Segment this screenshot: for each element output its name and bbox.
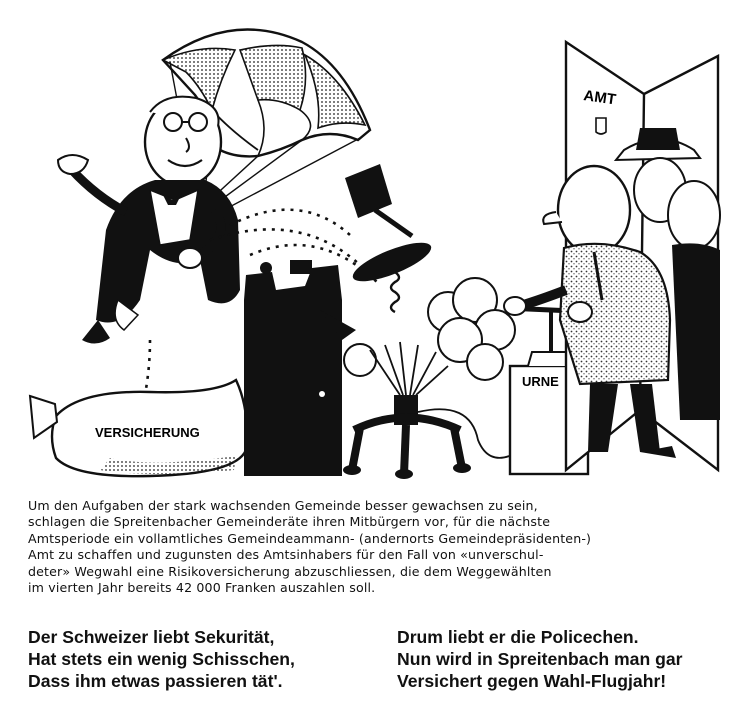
verse-stanza-right (397, 626, 737, 692)
verse-line: Nun wird in Spreitenbach man gar (397, 649, 683, 669)
caption-line: schlagen die Spreitenbacher Gemeinderäte ihren Mitbürgern vor, für die nächste (28, 514, 551, 530)
caption-line: im vierten Jahr bereits 42 000 Franken auszahlen soll. (28, 580, 376, 596)
flying-official (58, 97, 240, 344)
verse-line: Drum liebt er die Policechen. (397, 627, 639, 647)
caption-paragraph (28, 498, 724, 596)
caption-line: Amt zu schaffen und zugunsten des Amtsinhabers für den Fall von «unverschul- (28, 547, 544, 563)
office-building (244, 260, 356, 476)
sack-label: VERSICHERUNG (95, 425, 200, 440)
caption-line: deter» Wegwahl eine Risikoversicherung abzuschliessen, die dem Weggewählten (28, 563, 552, 579)
catapult-chair (345, 164, 435, 312)
verse-line: Hat stets ein wenig Schisschen, (28, 649, 295, 669)
insurance-sack (30, 380, 247, 476)
caption-line: Um den Aufgaben der stark wachsenden Gemeinde besser gewachsen zu sein, (28, 498, 538, 513)
verse-line: Der Schweizer liebt Sekurität, (28, 627, 275, 647)
verse-line: Versichert gegen Wahl-Flugjahr! (397, 671, 667, 691)
verse-line: Dass ihm etwas passieren tät'. (28, 671, 283, 691)
caption-line: Amtsperiode ein vollamtliches Gemeindeammann- (andernorts Gemeindepräsidenten-) (28, 530, 592, 546)
door-label: AMT (582, 87, 617, 109)
verse-stanza-left (28, 626, 378, 692)
urn-label: URNE (522, 374, 559, 389)
